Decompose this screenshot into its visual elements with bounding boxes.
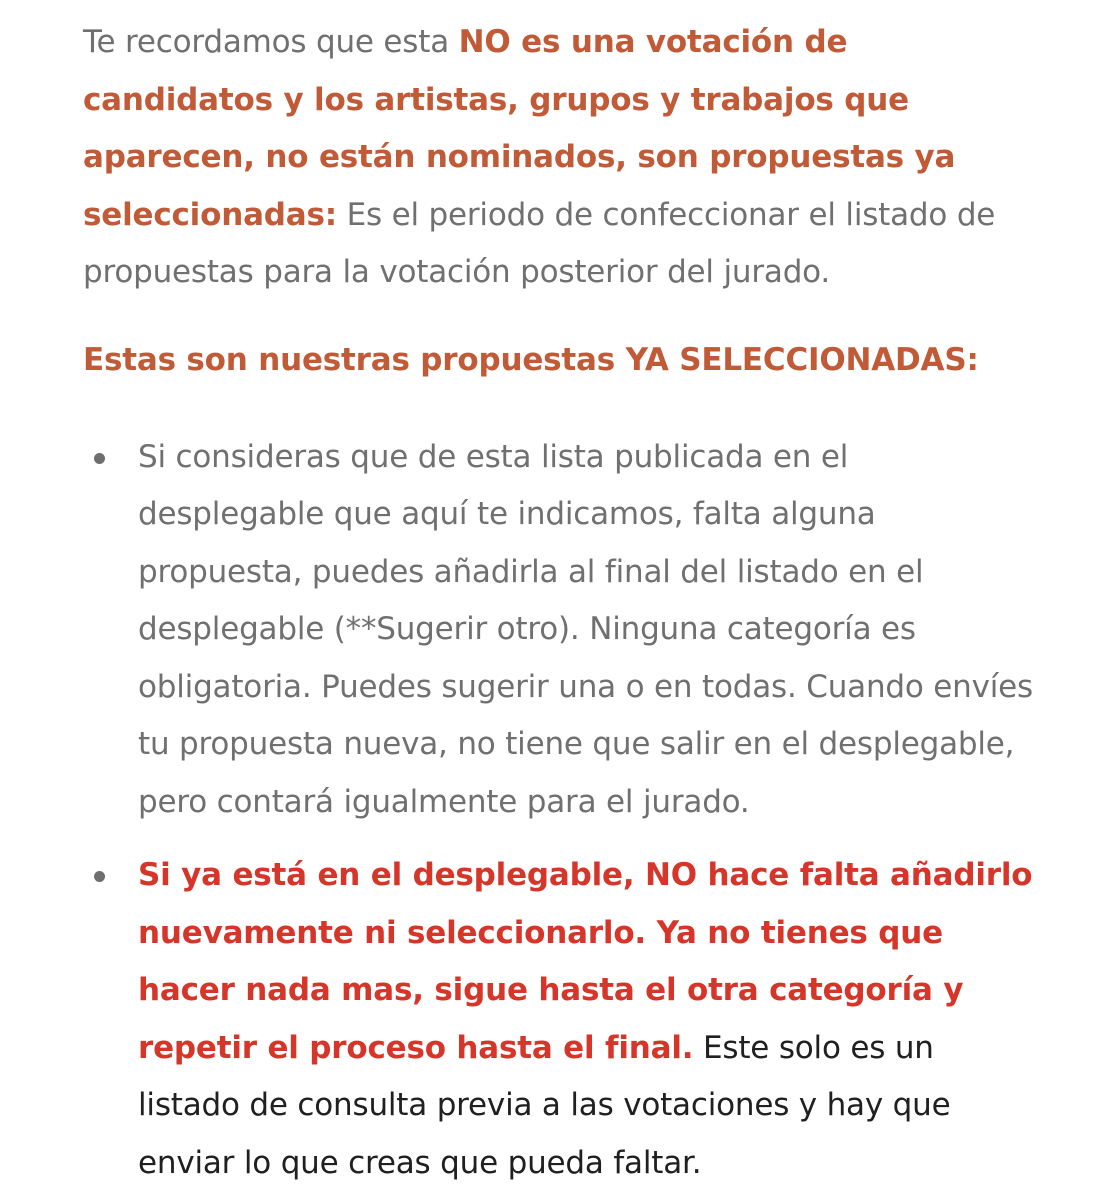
intro-lead: Te recordamos que esta (83, 24, 459, 60)
list-item-rest: Este solo es un listado de consulta previa a las votaciones y hay que enviar lo que creas que pueda faltar. (138, 1029, 951, 1181)
list-item-text: Si consideras que de esta lista publicada en el desplegable que aquí te indicamos, falta alguna propuesta, puedes añadirla al final del listado en el desplegable (**Sugerir otro). Ninguna categoría es obligatoria. Puedes sugerir una o en todas. Cuando envíes tu propuesta nueva, no tiene que salir en el desplegable, pero contará igualmente para el jurado. (138, 438, 1033, 820)
list-item (83, 847, 1040, 1192)
bullet-icon (94, 453, 105, 464)
list-item-highlight: Si ya está en el desplegable, NO hace falta añadirlo nuevamente ni seleccionarlo. Ya no tienes que hacer nada mas, sigue hasta el otra categoría y repetir el proceso hasta el final. (138, 857, 1033, 1066)
list-item (83, 429, 1040, 832)
bullet-list (83, 429, 1040, 1193)
section-subheading: Estas son nuestras propuestas YA SELECCIONADAS: (83, 341, 979, 378)
bullet-icon (94, 871, 105, 882)
intro-rest: Es el periodo de confeccionar el listado de propuestas para la votación posterior del jurado. (83, 196, 996, 290)
intro-paragraph (83, 14, 1040, 302)
intro-highlight: NO es una votación de candidatos y los artistas, grupos y trabajos que aparecen, no están nominados, son propuestas ya seleccionadas: (83, 24, 956, 233)
